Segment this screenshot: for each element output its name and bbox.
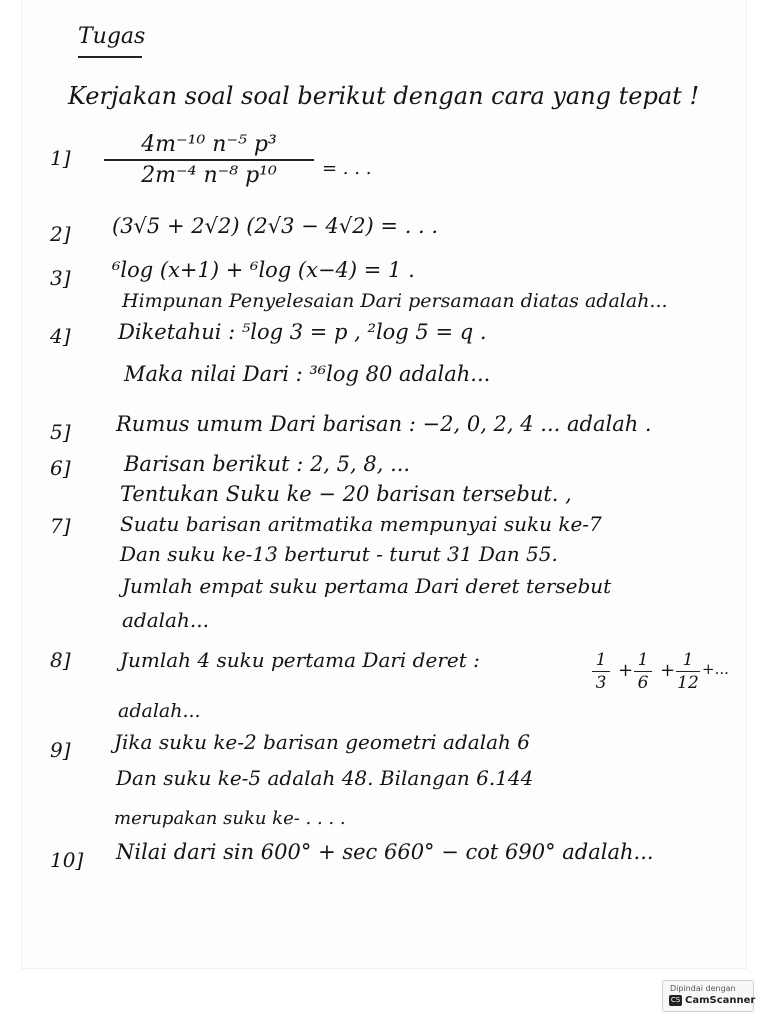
camscanner-watermark xyxy=(662,980,754,1012)
question-1-numerator: 4m⁻¹⁰ n⁻⁵ p³ xyxy=(141,132,277,157)
question-1-number: 1] xyxy=(50,146,71,170)
question-6-line-1: Barisan berikut : 2, 5, 8, ... xyxy=(124,452,411,476)
watermark-brand: CamScanner xyxy=(685,995,756,1006)
question-6-number: 6] xyxy=(50,456,71,480)
title-underline xyxy=(78,56,142,58)
question-4-line-1: Diketahui : ⁵log 3 = p , ²log 5 = q . xyxy=(118,320,487,344)
question-8-tail: +... xyxy=(702,660,729,678)
question-6-line-2: Tentukan Suku ke − 20 barisan tersebut. , xyxy=(120,482,572,506)
question-7-line-3: Jumlah empat suku pertama Dari deret tersebut xyxy=(122,574,612,598)
fraction-3 xyxy=(676,650,700,693)
question-1-denominator: 2m⁻⁴ n⁻⁸ p¹⁰ xyxy=(141,162,277,188)
question-1-fraction xyxy=(104,132,314,188)
question-7-line-4: adalah... xyxy=(122,608,209,632)
question-10-text: Nilai dari sin 600° + sec 660° − cot 690° adalah... xyxy=(116,840,654,864)
instruction-text: Kerjakan soal soal berikut dengan cara yang tepat ! xyxy=(68,82,700,110)
fraction-3-denominator: 12 xyxy=(677,673,699,694)
question-9-number: 9] xyxy=(50,738,71,762)
fraction-1-denominator: 3 xyxy=(595,673,607,694)
question-5-text: Rumus umum Dari barisan : −2, 0, 2, 4 ... adalah . xyxy=(116,412,652,436)
plus-sign: + xyxy=(660,660,676,681)
question-9-line-3: merupakan suku ke- . . . . xyxy=(114,808,346,829)
question-3-number: 3] xyxy=(50,266,71,290)
fraction-3-numerator: 1 xyxy=(682,650,694,670)
question-8-line-2: adalah... xyxy=(118,700,201,722)
question-7-line-2: Dan suku ke-13 berturut - turut 31 Dan 55. xyxy=(120,542,558,566)
question-8-number: 8] xyxy=(50,648,71,672)
question-4-number: 4] xyxy=(50,324,71,348)
question-5-number: 5] xyxy=(50,420,71,444)
question-4-line-2: Maka nilai Dari : ³⁶log 80 adalah... xyxy=(124,362,491,386)
plus-sign: + xyxy=(618,660,634,681)
watermark-caption: Dipindai dengan xyxy=(670,984,736,993)
question-8-line-1: Jumlah 4 suku pertama Dari deret : xyxy=(120,648,480,672)
fraction-bar xyxy=(634,671,652,672)
fraction-2-denominator: 6 xyxy=(637,673,649,694)
question-7-number: 7] xyxy=(50,514,71,538)
question-2-number: 2] xyxy=(50,222,71,246)
fraction-1 xyxy=(592,650,610,693)
question-9-line-1: Jika suku ke-2 barisan geometri adalah 6 xyxy=(114,730,530,754)
camscanner-logo-icon: CS xyxy=(670,996,681,1004)
page-title: Tugas xyxy=(78,24,146,49)
fraction-2-numerator: 1 xyxy=(637,650,649,670)
question-1-tail: = . . . xyxy=(322,158,372,179)
question-9-line-2: Dan suku ke-5 adalah 48. Bilangan 6.144 xyxy=(116,766,534,790)
fraction-2 xyxy=(634,650,652,693)
fraction-bar xyxy=(104,159,314,161)
question-7-line-1: Suatu barisan aritmatika mempunyai suku ke-7 xyxy=(120,512,602,536)
question-10-number: 10] xyxy=(50,848,84,872)
question-2-text: (3√5 + 2√2) (2√3 − 4√2) = . . . xyxy=(112,214,439,238)
fraction-bar xyxy=(592,671,610,672)
question-3-line-2: Himpunan Penyelesaian Dari persamaan diatas adalah... xyxy=(122,290,668,312)
question-3-line-1: ⁶log (x+1) + ⁶log (x−4) = 1 . xyxy=(112,258,415,282)
fraction-1-numerator: 1 xyxy=(595,650,607,670)
fraction-bar xyxy=(676,671,700,672)
